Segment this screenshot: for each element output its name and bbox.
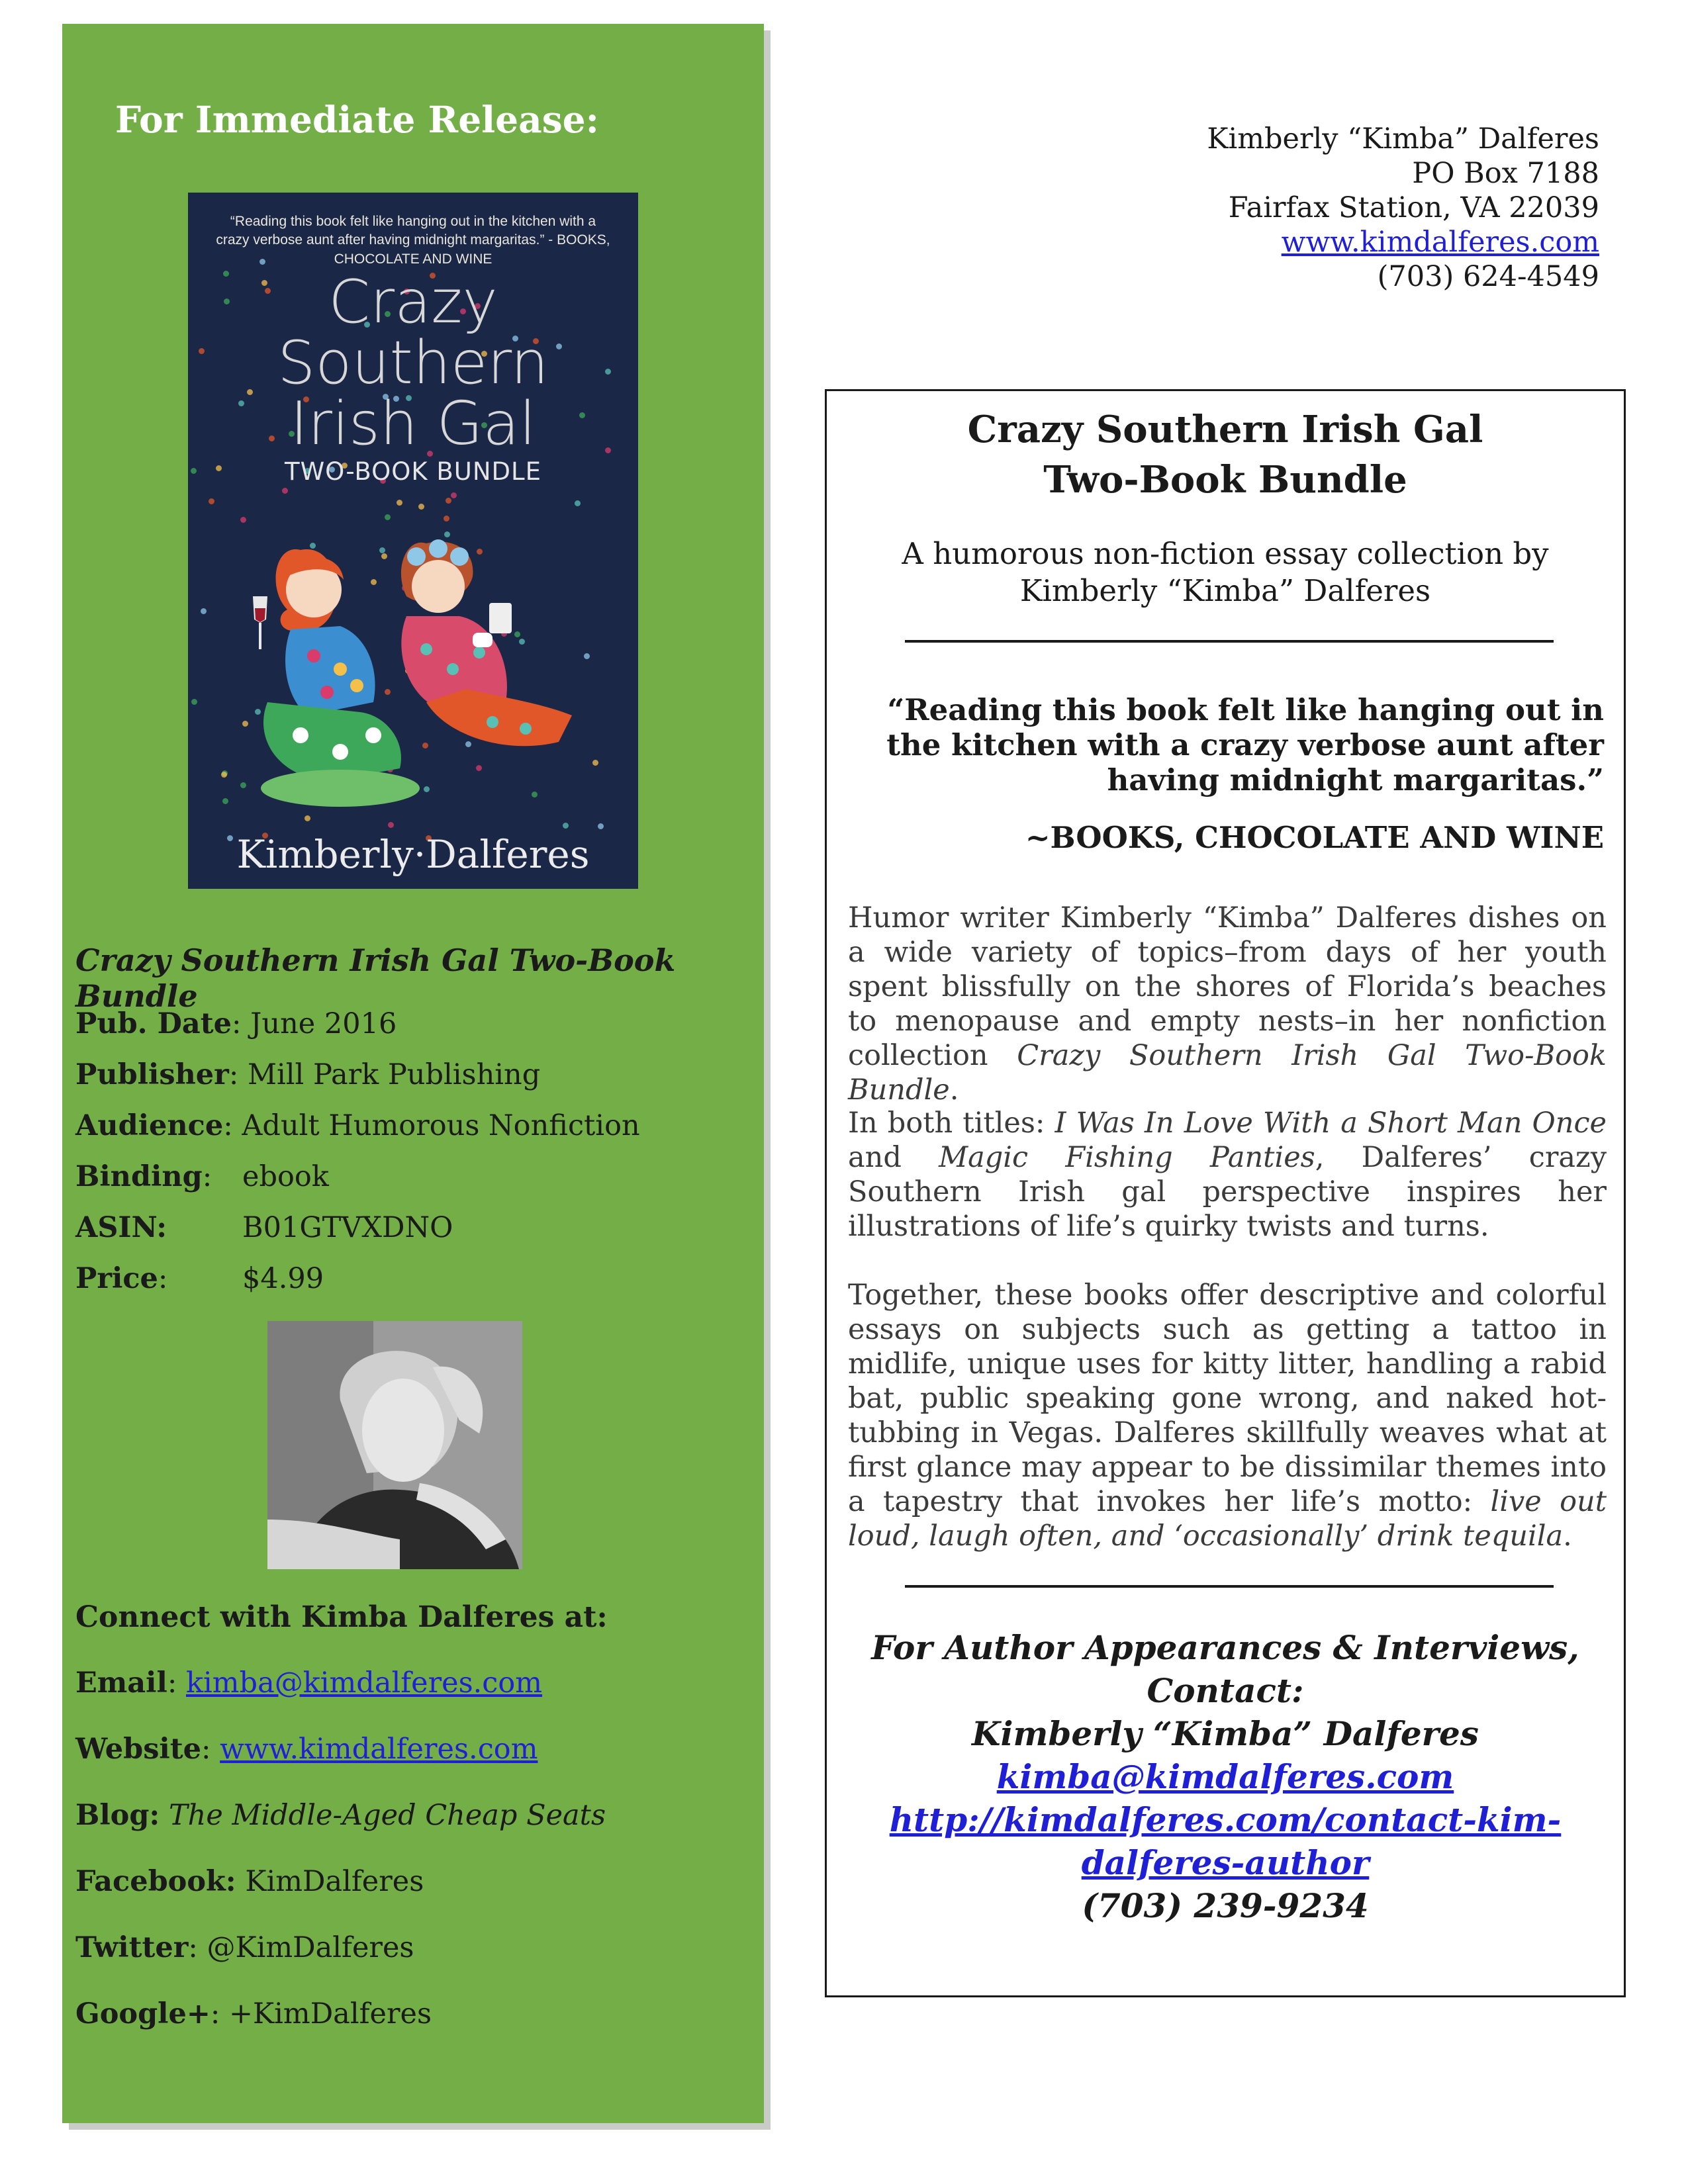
address-po-box: PO Box 7188 — [1412, 157, 1599, 190]
detail-audience — [75, 1109, 640, 1142]
detail-asin — [75, 1211, 453, 1244]
p1-text: Humor writer Kimberly “Kimba” Dalferes dishes on a wide variety of topics–from days of her youth spent blissfully on the shores of Florida’s beaches to menopause and empty nests–in her nonfiction collection — [848, 901, 1607, 1072]
contact-url-link[interactable]: http://kimdalferes.com/contact-kim- — [889, 1800, 1562, 1839]
essays-paragraph — [848, 1278, 1607, 1553]
cover-title-line: Southern — [277, 328, 549, 398]
p3-text: Together, these books offer descriptive and colorful essays on subjects such as getting a tattoo in midlife, unique uses for kitty litter, handling a rabid bat, public speaking gone wrong, and naked hot-tubbing in Vegas. Dalferes skillfully weaves what at first glance may appear to be dissimilar themes into a tapestry that invokes her life’s motto: — [848, 1279, 1607, 1518]
facebook-handle: KimDalferes — [245, 1865, 424, 1898]
contact-email-link[interactable]: kimba@kimdalferes.com — [996, 1757, 1454, 1796]
confetti-dot — [282, 488, 288, 494]
release-title-line: Two-Book Bundle — [1043, 458, 1407, 502]
detail-label: ASIN: — [75, 1211, 167, 1244]
p3-motto: live out loud, laugh often, and ‘occasionally’ drink tequila — [848, 1485, 1607, 1553]
detail-value: $4.99 — [242, 1262, 324, 1295]
release-title-line: Crazy Southern Irish Gal — [967, 408, 1483, 451]
detail-separator: : — [158, 1262, 168, 1295]
detail-binding — [75, 1160, 329, 1193]
confetti-dot — [598, 823, 604, 829]
confetti-dot — [221, 772, 227, 778]
social-separator: : — [210, 1997, 230, 2030]
detail-label: Pub. Date — [75, 1007, 232, 1040]
cover-title — [188, 267, 638, 459]
social-website — [75, 1733, 538, 1766]
detail-separator: : — [231, 1007, 251, 1040]
contact-phone: (703) 239-9234 — [1082, 1886, 1369, 1925]
cover-quote: “Reading this book felt like hanging out in the kitchen with a crazy verbose aunt after having midnight margaritas.” - BOOKS, CHOCOLATE AND WINE — [216, 214, 610, 267]
author-photo — [267, 1321, 522, 1569]
contact-name: Kimberly “Kimba” Dalferes — [972, 1714, 1479, 1753]
subtitle-line: A humorous non-fiction essay collection by — [902, 536, 1549, 571]
social-blog — [75, 1799, 606, 1832]
contact-url-link-continued[interactable]: dalferes-author — [1081, 1843, 1370, 1882]
p2-title1: I Was In Love With a Short Man Once — [1055, 1107, 1607, 1140]
social-email — [75, 1666, 542, 1700]
social-label: Google+ — [75, 1997, 211, 2030]
confetti-dot — [191, 699, 197, 705]
detail-label: Publisher — [75, 1058, 229, 1091]
cover-author: Kimberly·Dalferes — [236, 832, 590, 877]
social-google — [75, 1997, 432, 2030]
release-box — [825, 389, 1626, 1997]
confetti-dot — [201, 608, 207, 614]
detail-label: Binding — [75, 1160, 203, 1193]
social-separator: : — [167, 1666, 186, 1700]
sidebar — [62, 24, 764, 2123]
detail-value: June 2016 — [250, 1007, 397, 1040]
release-subtitle — [827, 535, 1624, 610]
contact-block — [827, 1626, 1624, 1927]
confetti-dot — [305, 815, 310, 821]
connect-heading: Connect with Kimba Dalferes at: — [75, 1600, 608, 1634]
cover-subtitle: TWO-BOOK BUNDLE — [285, 457, 541, 486]
release-heading: For Immediate Release: — [115, 98, 599, 141]
titles-paragraph — [848, 1106, 1607, 1244]
social-label: Blog: — [75, 1799, 160, 1832]
p2-title2: Magic Fishing Panties — [939, 1141, 1315, 1174]
address-website-link[interactable]: www.kimdalferes.com — [1281, 226, 1599, 259]
p1-title: Crazy Southern Irish Gal Two-Book Bundle — [848, 1039, 1607, 1107]
cover-title-line: Irish Gal — [290, 388, 536, 459]
author-address — [1207, 122, 1599, 294]
confetti-dot — [388, 822, 394, 828]
description-paragraph — [848, 901, 1607, 1107]
social-label: Website — [75, 1733, 201, 1766]
detail-value: ebook — [242, 1160, 329, 1193]
review-source: ~BOOKS, CHOCOLATE AND WINE — [1025, 820, 1604, 855]
confetti-dot — [563, 823, 569, 829]
detail-value: Adult Humorous Nonfiction — [242, 1109, 640, 1142]
divider — [905, 1585, 1554, 1588]
book-cover — [188, 193, 638, 889]
social-label: Twitter — [75, 1931, 189, 1964]
detail-price — [75, 1262, 324, 1295]
detail-separator: : — [223, 1109, 242, 1142]
social-separator — [236, 1865, 246, 1898]
confetti-dot — [445, 498, 451, 504]
p1-end: . — [949, 1073, 959, 1107]
detail-label: Audience — [75, 1109, 224, 1142]
p3-end: . — [1563, 1520, 1572, 1553]
detail-pub-date — [75, 1007, 397, 1040]
p2-and: and — [848, 1141, 939, 1174]
social-separator — [160, 1799, 169, 1832]
subtitle-line: Kimberly “Kimba” Dalferes — [1019, 573, 1431, 608]
p2-rest: , Dalferes’ crazy Southern Irish gal perspective inspires her illustrations of life’s quirky twists and turns. — [848, 1141, 1607, 1243]
social-facebook — [75, 1865, 424, 1898]
book-title: Crazy Southern Irish Gal Two-Book Bundle — [75, 942, 676, 1014]
review-quote: “Reading this book felt like hanging out in the kitchen with a crazy verbose aunt after having midnight margaritas.” — [886, 692, 1604, 797]
social-separator: : — [201, 1733, 220, 1766]
divider — [905, 640, 1554, 643]
address-city: Fairfax Station, VA 22039 — [1228, 191, 1599, 224]
author-photo-art — [267, 1321, 522, 1569]
social-separator: : — [188, 1931, 207, 1964]
social-twitter — [75, 1931, 414, 1964]
blog-title: The Middle-Aged Cheap Seats — [168, 1799, 606, 1832]
detail-label: Price — [75, 1262, 158, 1295]
address-name: Kimberly “Kimba” Dalferes — [1207, 122, 1599, 156]
detail-publisher — [75, 1058, 540, 1091]
p2-lead: In both titles: — [848, 1107, 1055, 1140]
google-handle: +KimDalferes — [229, 1997, 432, 2030]
detail-value: B01GTVXDNO — [242, 1211, 453, 1244]
detail-separator: : — [202, 1160, 212, 1193]
cover-illustration — [228, 504, 598, 815]
cover-title-line: Crazy — [328, 267, 498, 337]
detail-value: Mill Park Publishing — [247, 1058, 541, 1091]
twitter-handle: @KimDalferes — [207, 1931, 414, 1964]
confetti-dot — [209, 498, 214, 504]
release-title — [827, 404, 1624, 505]
detail-separator: : — [228, 1058, 248, 1091]
address-phone: (703) 624-4549 — [1377, 260, 1599, 293]
social-label: Email — [75, 1666, 167, 1700]
confetti-dot — [451, 492, 457, 498]
contact-heading: For Author Appearances & Interviews, — [871, 1628, 1579, 1667]
social-label: Facebook: — [75, 1865, 236, 1898]
contact-label: Contact: — [1147, 1671, 1304, 1710]
email-link[interactable]: kimba@kimdalferes.com — [185, 1666, 543, 1700]
website-link[interactable]: www.kimdalferes.com — [220, 1733, 538, 1766]
